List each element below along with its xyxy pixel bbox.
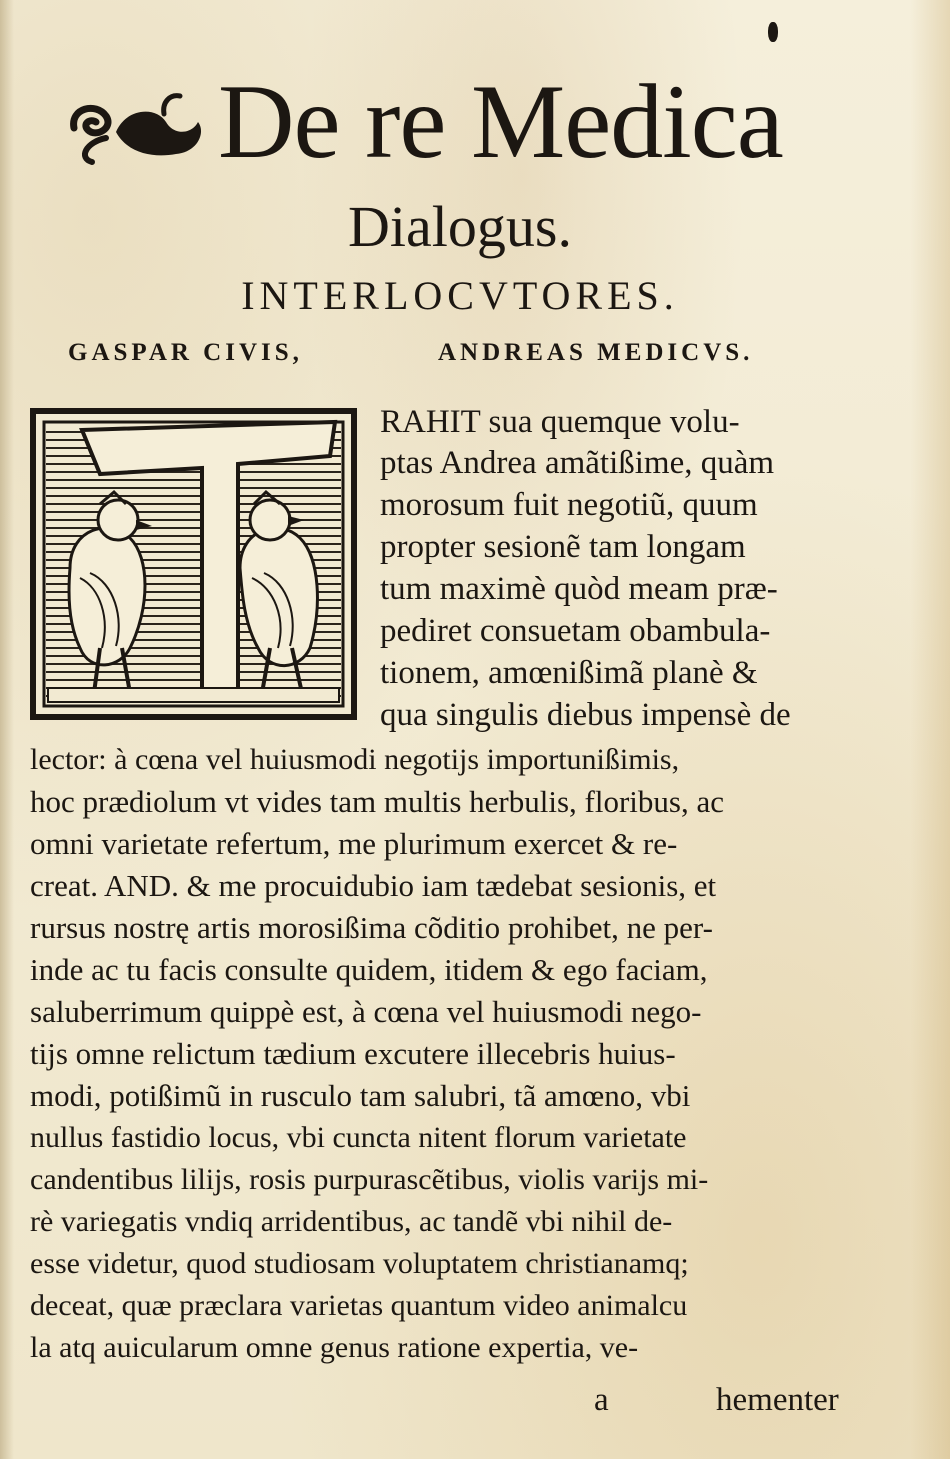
speaker-gaspar: GASPAR CIVIS, <box>68 339 303 366</box>
text-line: tum maximè quòd meam præ- <box>380 571 778 607</box>
page-subtitle: Dialogus. <box>348 194 572 259</box>
ink-mark <box>768 22 778 42</box>
text-line: tijs omne relictum tædium excutere illecebris huius- <box>30 1036 676 1071</box>
text-line: candentibus lilijs, rosis purpurascẽtibus, violis varijs mi- <box>30 1163 709 1196</box>
decorated-initial <box>30 408 357 720</box>
text-line: creat. AND. & me procuidubio iam tædebat sesionis, et <box>30 868 717 903</box>
text-line: saluberrimum quippè est, à cœna vel huiusmodi nego- <box>30 994 702 1029</box>
text-line: la atq auicularum omne genus ratione expertia, ve- <box>30 1331 639 1364</box>
interlocutors-heading: INTERLOCVTORES. <box>241 273 679 318</box>
text-line: propter sesionẽ tam longam <box>380 529 746 565</box>
text-line: ptas Andrea amãtißime, quàm <box>380 445 775 481</box>
text-line: tionem, amœnißimã planè & <box>380 655 758 691</box>
page-title: De re Medica <box>218 63 783 180</box>
page-edge-right <box>910 0 950 1459</box>
text-line: inde ac tu facis consulte quidem, itidem & ego faciam, <box>30 952 708 987</box>
text-line: morosum fuit negotiũ, quum <box>380 487 758 523</box>
text-line: esse videtur, quod studiosam voluptatem christianamq; <box>30 1247 689 1280</box>
text-line: nullus fastidio locus, vbi cuncta nitent florum varietate <box>30 1121 687 1154</box>
text-line: rursus nostrę artis morosißima cõditio prohibet, ne per- <box>30 910 713 945</box>
signature-mark: a <box>594 1382 609 1418</box>
text-line: hoc prædiolum vt vides tam multis herbulis, floribus, ac <box>30 784 724 819</box>
fleuron-ornament <box>66 88 216 168</box>
catchword: hementer <box>716 1382 839 1418</box>
text-line: RAHIT sua quemque volu- <box>380 404 740 440</box>
text-line: modi, potißimũ in rusculo tam salubri, tã amœno, vbi <box>30 1078 691 1113</box>
text-line: deceat, quæ præclara varietas quantum video animalcu <box>30 1289 688 1322</box>
text-line: rè variegatis vndiq arridentibus, ac tandẽ vbi nihil de- <box>30 1205 673 1238</box>
text-line: omni varietate refertum, me plurimum exercet & re- <box>30 826 678 861</box>
text-line: lector: à cœna vel huiusmodi negotijs importunißimis, <box>30 743 680 776</box>
text-line: qua singulis diebus impensè de <box>380 697 791 733</box>
speaker-andreas: ANDREAS MEDICVS. <box>438 339 754 366</box>
text-line: pediret consuetam obambula- <box>380 613 771 649</box>
